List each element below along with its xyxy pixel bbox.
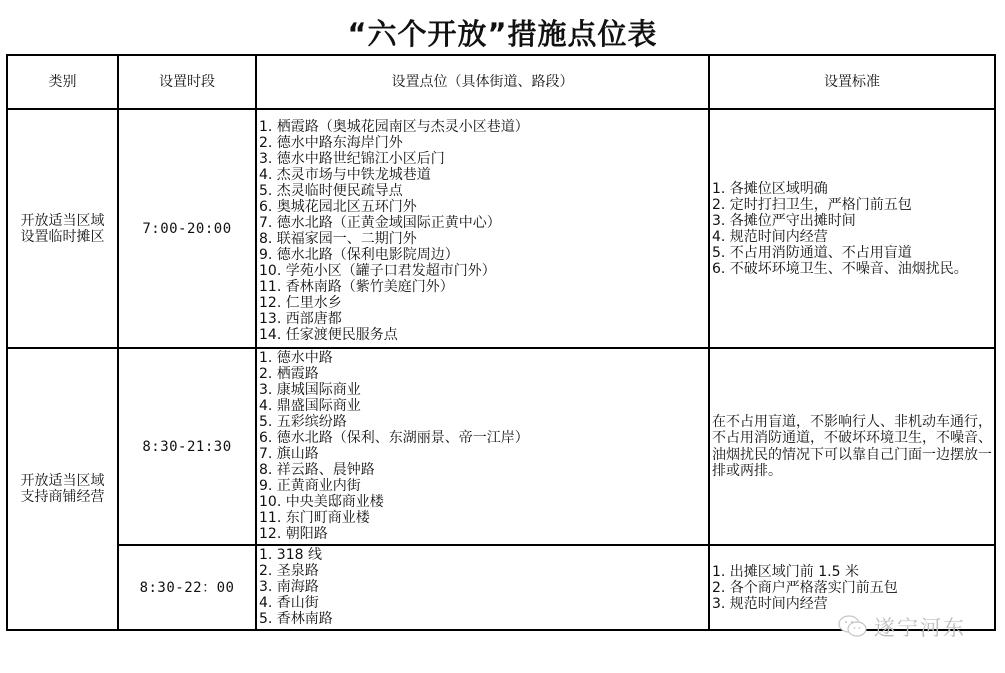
measures-table (6, 54, 996, 631)
list-item: 6. 奥城花园北区五环门外 (259, 198, 417, 215)
list-item: 4. 杰灵市场与中铁龙城巷道 (259, 166, 431, 183)
list-item: 5. 杰灵临时便民疏导点 (259, 182, 403, 199)
header-row (7, 55, 995, 109)
header-standard: 设置标准 (709, 55, 995, 109)
location-list (256, 109, 709, 348)
time-cell: 7:00-20:00 (118, 109, 256, 348)
category-line: 设置临时摊区 (20, 228, 105, 245)
category-line: 开放适当区域 (20, 212, 105, 229)
watermark (838, 612, 966, 642)
list-item: 1. 出摊区域门前 1.5 米 (712, 563, 859, 580)
list-item: 8. 联福家园一、二期门外 (259, 230, 417, 247)
list-item: 7. 旗山路 (259, 446, 319, 462)
category-cell (7, 348, 118, 630)
list-item: 8. 祥云路、晨钟路 (259, 462, 375, 478)
standard-text: 在不占用盲道，不影响行人、非机动车通行，不占用消防通道，不破坏环境卫生，不噪音、油烟扰民的情况下可以靠自己门面一边摆放一排或两排。 (712, 413, 992, 479)
list-item: 5. 不占用消防通道、不占用盲道 (712, 244, 912, 261)
list-item: 1. 栖霞路（奥城花园南区与杰灵小区巷道） (259, 118, 529, 135)
list-item: 6. 不破坏环境卫生、不噪音、油烟扰民。 (712, 260, 968, 277)
list-item: 5. 五彩缤纷路 (259, 414, 347, 430)
list-item: 1. 德水中路 (259, 350, 333, 366)
list-item: 3. 规范时间内经营 (712, 595, 828, 612)
list-item: 1. 各摊位区域明确 (712, 180, 828, 197)
header-time: 设置时段 (118, 55, 256, 109)
list-item: 7. 德水北路（正黄金域国际正黄中心） (259, 214, 501, 231)
list-item: 9. 德水北路（保利电影院周边） (259, 246, 459, 263)
list-item: 13. 西部唐都 (259, 310, 342, 327)
list-item: 11. 香林南路（紫竹美庭门外） (259, 278, 454, 295)
list-item: 2. 各个商户严格落实门前五包 (712, 579, 898, 596)
standard-list (709, 109, 995, 348)
list-item: 2. 圣泉路 (259, 563, 319, 579)
list-item: 2. 定时打扫卫生，严格门前五包 (712, 196, 912, 213)
list-item: 4. 香山街 (259, 595, 319, 611)
page-title: “六个开放”措施点位表 (347, 17, 658, 51)
list-item: 3. 康城国际商业 (259, 382, 361, 398)
list-item: 5. 香林南路 (259, 611, 333, 627)
list-item: 12. 朝阳路 (259, 526, 328, 542)
list-item: 6. 德水北路（保利、东湖丽景、帝一江岸） (259, 430, 529, 446)
category-line: 支持商铺经营 (20, 489, 105, 505)
list-item: 9. 正黄商业内街 (259, 478, 361, 494)
category-line: 开放适当区域 (20, 473, 105, 489)
list-item: 12. 仁里水乡 (259, 294, 342, 311)
header-location: 设置点位（具体街道、路段） (256, 55, 709, 109)
list-item: 10. 中央美邸商业楼 (259, 494, 384, 510)
list-item: 3. 各摊位严守出摊时间 (712, 212, 856, 229)
watermark-text: 遂宁河东 (874, 616, 966, 640)
category-cell (7, 109, 118, 348)
standard-cell (709, 348, 995, 545)
list-item: 14. 任家渡便民服务点 (259, 326, 398, 343)
list-item: 2. 栖霞路 (259, 366, 319, 382)
list-item: 4. 规范时间内经营 (712, 228, 828, 245)
list-item: 3. 南海路 (259, 579, 319, 595)
list-item: 2. 德水中路东海岸门外 (259, 134, 403, 151)
time-cell: 8:30-22：00 (118, 545, 256, 630)
list-item: 11. 东门町商业楼 (259, 510, 370, 526)
list-item: 3. 德水中路世纪锦江小区后门 (259, 150, 445, 167)
list-item: 4. 鼎盛国际商业 (259, 398, 361, 414)
table-row (7, 109, 995, 348)
location-list (256, 348, 709, 545)
list-item: 10. 学苑小区（罐子口君发超市门外） (259, 262, 496, 279)
header-category: 类别 (7, 55, 118, 109)
time-cell: 8:30-21:30 (118, 348, 256, 545)
location-list (256, 545, 709, 630)
wechat-icon (838, 615, 868, 639)
list-item: 1. 318 线 (259, 547, 322, 563)
table-row (7, 348, 995, 545)
